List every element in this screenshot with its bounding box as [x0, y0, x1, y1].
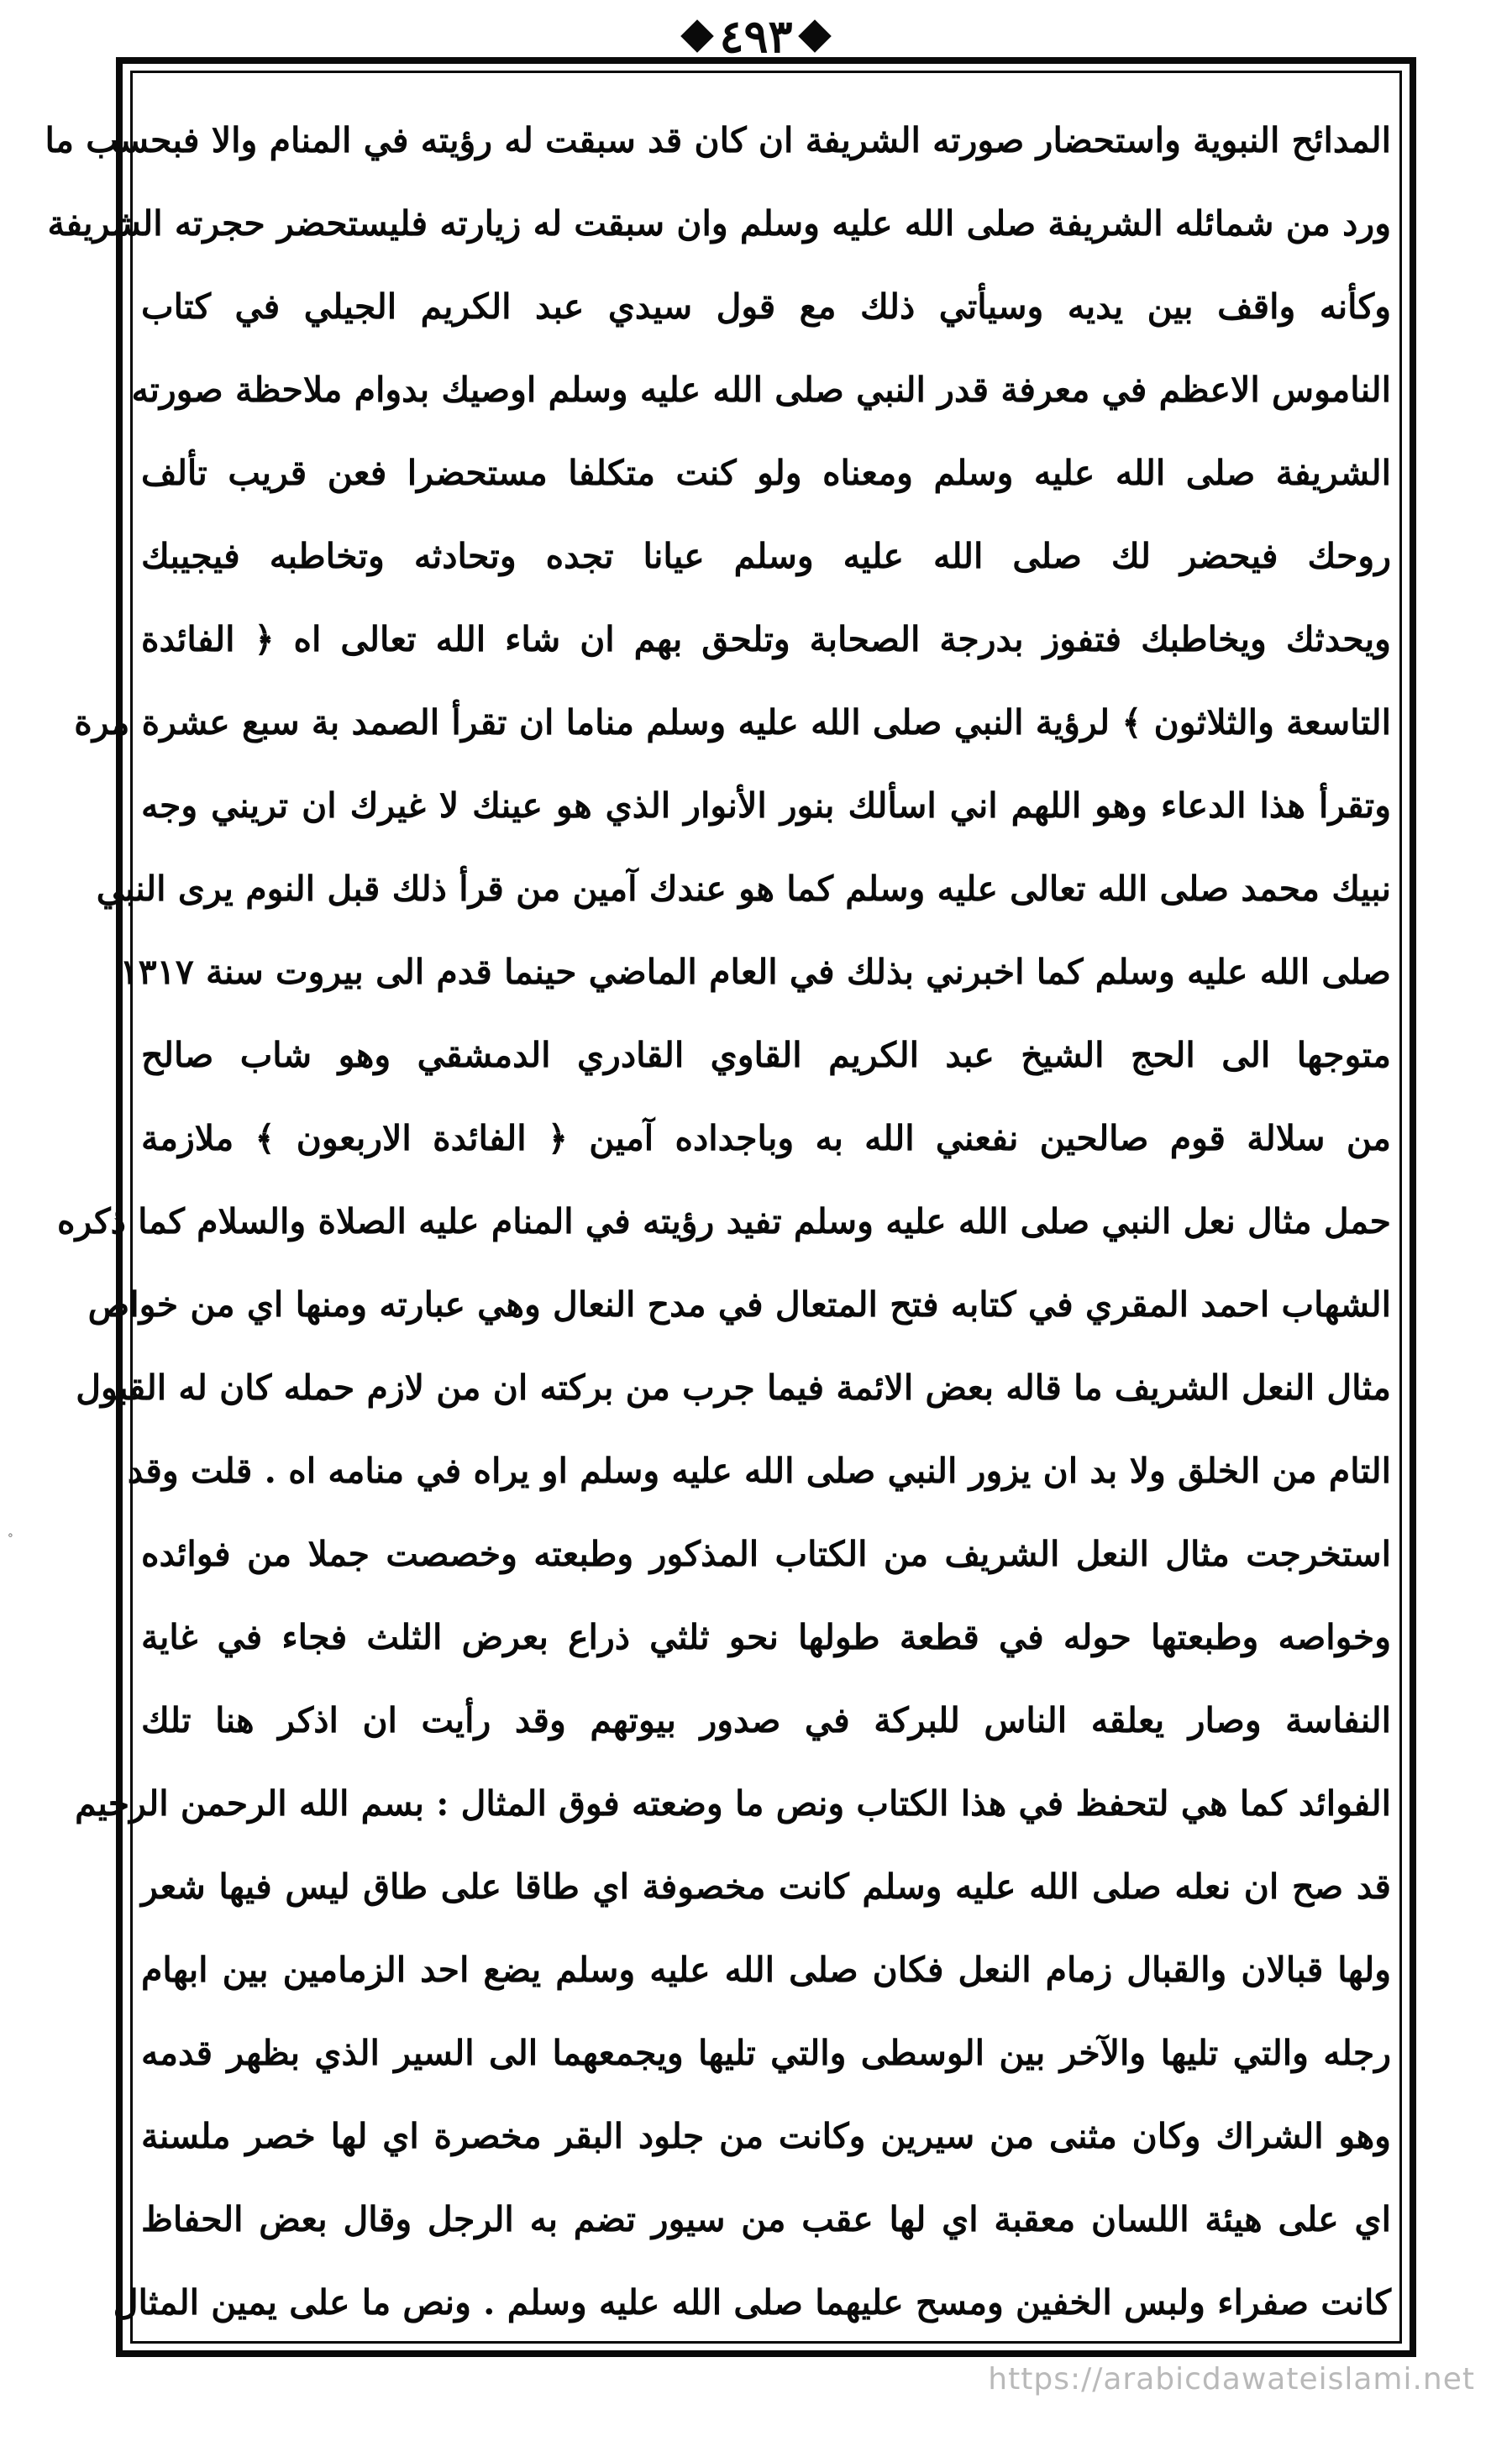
text-line: اي على هيئة اللسان معقبة اي لها عقب من سيور تضم به الرجل وقال بعض الحفاظ	[141, 2199, 1391, 2239]
text-line: المدائح النبوية واستحضار صورته الشريفة ان كان قد سبقت له رؤيته في المنام والا فبحسب ما	[45, 120, 1391, 160]
text-line: حمل مثال نعل النبي صلى الله عليه وسلم تفيد رؤيته في المنام عليه الصلاة والسلام كما ذكره	[56, 1201, 1391, 1242]
text-line: متوجها الى الحج الشيخ عبد الكريم القاوي القادري الدمشقي وهو شاب صالح	[141, 1035, 1391, 1075]
text-line: روحك فيحضر لك صلى الله عليه وسلم عيانا تجده وتحادثه وتخاطبه فيجيبك	[141, 536, 1391, 576]
text-line: التام من الخلق ولا بد ان يزور النبي صلى الله عليه وسلم او يراه في منامه اه . قلت وقد	[127, 1451, 1391, 1491]
text-line: وتقرأ هذا الدعاء وهو اللهم اني اسألك بنور الأنوار الذي هو عينك لا غيرك ان تريني وجه	[141, 785, 1391, 826]
text-line: ولها قبالان والقبال زمام النعل فكان صلى الله عليه وسلم يضع احد الزمامين بين ابهام	[141, 1950, 1391, 1990]
text-line: كانت صفراء ولبس الخفين ومسح عليهما صلى الله عليه وسلم . ونص ما على يمين المثال	[113, 2282, 1391, 2323]
watermark-url: https://arabicdawateislami.net	[988, 2362, 1475, 2397]
text-line: الشريفة صلى الله عليه وسلم ومعناه ولو كنت متكلفا مستحضرا فعن قريب تألف	[141, 453, 1391, 493]
text-line: مثال النعل الشريف ما قاله بعض الائمة فيما جرب من بركته ان من لازم حمله كان له القبول	[76, 1368, 1391, 1408]
text-line: من سلالة قوم صالحين نفعني الله به وباجداده آمين ﴿ الفائدة الاربعون ﴾ ملازمة	[141, 1118, 1391, 1158]
ornament-left-icon	[798, 19, 832, 53]
page-number-text: ٤٩٣	[719, 9, 793, 63]
text-line: وهو الشراك وكان مثنى من سيرين وكانت من جلود البقر مخصرة اي لها خصر ملسنة	[141, 2116, 1391, 2156]
text-line: وخواصه وطبعتها حوله في قطعة طولها نحو ثلثي ذراع بعرض الثلث فجاء في غاية	[141, 1617, 1391, 1657]
text-line: الشهاب احمد المقري في كتابه فتح المتعال في مدح النعال وهي عبارته ومنها اي من خواص	[87, 1284, 1391, 1325]
text-line: نبيك محمد صلى الله تعالى عليه وسلم كما هو عندك آمين من قرأ ذلك قبل النوم يرى النبي	[96, 869, 1391, 909]
main-text-block	[45, 99, 1391, 2325]
text-line: الفوائد كما هي لتحفظ في هذا الكتاب ونص ما وضعته فوق المثال : بسم الله الرحمن الرحيم	[75, 1783, 1391, 1824]
page-number	[685, 9, 826, 63]
text-line: الناموس الاعظم في معرفة قدر النبي صلى الله عليه وسلم اوصيك بدوام ملاحظة صورته	[131, 370, 1391, 410]
text-line: استخرجت مثال النعل الشريف من الكتاب المذكور وطبعته وخصصت جملا من فوائده	[141, 1534, 1391, 1574]
text-line: وكأنه واقف بين يديه وسيأتي ذلك مع قول سيدي عبد الكريم الجيلي في كتاب	[141, 286, 1391, 327]
text-line: رجله والتي تليها والآخر بين الوسطى والتي تليها ويجمعهما الى السير الذي بظهر قدمه	[141, 2033, 1391, 2073]
text-line: قد صح ان نعله صلى الله عليه وسلم كانت مخصوفة اي طاقا على طاق ليس فيها شعر	[141, 1866, 1391, 1907]
text-line: ويحدثك ويخاطبك فتفوز بدرجة الصحابة وتلحق بهم ان شاء الله تعالى اه ﴿ الفائدة	[141, 619, 1391, 659]
ornament-right-icon	[681, 19, 715, 53]
margin-mark: ∘	[7, 1529, 14, 1542]
text-line: ورد من شمائله الشريفة صلى الله عليه وسلم وان سبقت له زيارته فليستحضر حجرته الشريفة	[47, 203, 1391, 244]
text-line: النفاسة وصار يعلقه الناس للبركة في صدور بيوتهم وقد رأيت ان اذكر هنا تلك	[141, 1700, 1391, 1740]
text-line: التاسعة والثلاثون ﴾ لرؤية النبي صلى الله عليه وسلم مناما ان تقرأ الصمد بة سبع عشرة مرة	[74, 702, 1391, 743]
text-line: صلى الله عليه وسلم كما اخبرني بذلك في العام الماضي حينما قدم الى بيروت سنة ١٣١٧	[119, 952, 1391, 992]
